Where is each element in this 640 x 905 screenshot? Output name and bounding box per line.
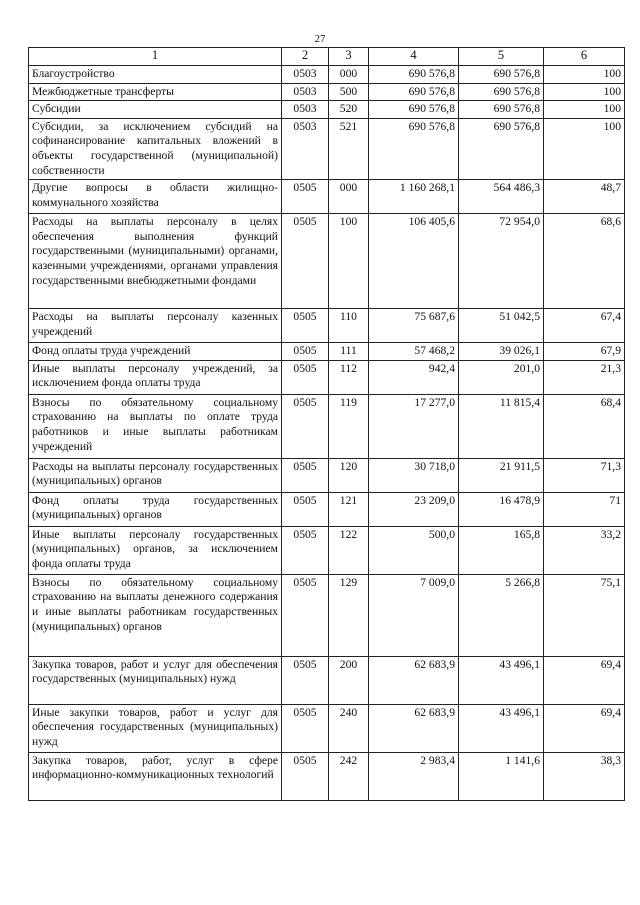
column-header: 6 [544, 48, 625, 66]
row-percent: 69,4 [544, 704, 625, 752]
row-percent: 67,4 [544, 309, 625, 343]
table-header-row [29, 48, 625, 66]
row-code: 000 [329, 66, 369, 84]
table-row [29, 118, 625, 179]
row-percent: 71 [544, 492, 625, 526]
row-plan: 942,4 [369, 360, 459, 394]
row-section: 0503 [282, 118, 329, 179]
row-name: Расходы на выплаты персоналу государственных (муниципальных) органов [29, 458, 282, 492]
row-actual: 690 576,8 [459, 66, 544, 84]
page-number: 27 [314, 33, 326, 45]
table-row [29, 526, 625, 574]
row-section: 0505 [282, 526, 329, 574]
row-plan: 57 468,2 [369, 343, 459, 361]
row-percent: 71,3 [544, 458, 625, 492]
row-actual: 165,8 [459, 526, 544, 574]
table-row [29, 343, 625, 361]
row-plan: 1 160 268,1 [369, 180, 459, 214]
row-plan: 23 209,0 [369, 492, 459, 526]
row-percent: 68,6 [544, 214, 625, 309]
table-row [29, 752, 625, 800]
row-section: 0503 [282, 101, 329, 119]
row-percent: 100 [544, 101, 625, 119]
row-section: 0505 [282, 492, 329, 526]
row-plan: 7 009,0 [369, 574, 459, 656]
row-percent: 21,3 [544, 360, 625, 394]
row-code: 129 [329, 574, 369, 656]
row-code: 112 [329, 360, 369, 394]
row-code: 110 [329, 309, 369, 343]
row-plan: 690 576,8 [369, 83, 459, 101]
row-name: Межбюджетные трансферты [29, 83, 282, 101]
row-code: 111 [329, 343, 369, 361]
table-row [29, 66, 625, 84]
table-row [29, 180, 625, 214]
row-name: Расходы на выплаты персоналу в целях обеспечения выполнения функций государственными (муниципальными) органами, казенными учреждениями, органами управления государственными внебюджетными фондами [29, 214, 282, 309]
column-header: 1 [29, 48, 282, 66]
row-actual: 72 954,0 [459, 214, 544, 309]
column-header: 4 [369, 48, 459, 66]
row-actual: 21 911,5 [459, 458, 544, 492]
row-actual: 201,0 [459, 360, 544, 394]
row-section: 0503 [282, 66, 329, 84]
row-plan: 690 576,8 [369, 101, 459, 119]
row-actual: 39 026,1 [459, 343, 544, 361]
row-section: 0503 [282, 83, 329, 101]
row-plan: 2 983,4 [369, 752, 459, 800]
row-actual: 43 496,1 [459, 704, 544, 752]
row-name: Фонд оплаты труда государственных (муниципальных) органов [29, 492, 282, 526]
table-row [29, 360, 625, 394]
row-percent: 68,4 [544, 394, 625, 458]
table-row [29, 394, 625, 458]
row-plan: 500,0 [369, 526, 459, 574]
row-code: 520 [329, 101, 369, 119]
row-section: 0505 [282, 752, 329, 800]
column-header: 5 [459, 48, 544, 66]
row-percent: 69,4 [544, 656, 625, 704]
row-code: 200 [329, 656, 369, 704]
row-name: Благоустройство [29, 66, 282, 84]
row-section: 0505 [282, 574, 329, 656]
row-section: 0505 [282, 180, 329, 214]
row-name: Закупка товаров, работ и услуг для обеспечения государственных (муниципальных) нужд [29, 656, 282, 704]
row-percent: 67,9 [544, 343, 625, 361]
table-row [29, 309, 625, 343]
row-name: Закупка товаров, работ, услуг в сфере информационно-коммуникационных технологий [29, 752, 282, 800]
row-name: Субсидии [29, 101, 282, 119]
row-code: 122 [329, 526, 369, 574]
row-code: 000 [329, 180, 369, 214]
row-name: Фонд оплаты труда учреждений [29, 343, 282, 361]
table-row [29, 83, 625, 101]
row-percent: 100 [544, 83, 625, 101]
row-section: 0505 [282, 214, 329, 309]
row-code: 121 [329, 492, 369, 526]
row-code: 119 [329, 394, 369, 458]
row-section: 0505 [282, 309, 329, 343]
row-code: 100 [329, 214, 369, 309]
row-plan: 17 277,0 [369, 394, 459, 458]
row-percent: 100 [544, 118, 625, 179]
row-actual: 690 576,8 [459, 101, 544, 119]
table-row [29, 101, 625, 119]
row-actual: 690 576,8 [459, 118, 544, 179]
column-header: 3 [329, 48, 369, 66]
row-plan: 690 576,8 [369, 118, 459, 179]
budget-table [28, 47, 625, 801]
row-section: 0505 [282, 360, 329, 394]
row-section: 0505 [282, 704, 329, 752]
row-name: Другие вопросы в области жилищно-коммунального хозяйства [29, 180, 282, 214]
row-actual: 564 486,3 [459, 180, 544, 214]
table-row [29, 656, 625, 704]
row-plan: 62 683,9 [369, 704, 459, 752]
row-name: Иные выплаты персоналу государственных (муниципальных) органов, за исключением фонда оплаты труда [29, 526, 282, 574]
row-percent: 48,7 [544, 180, 625, 214]
table-row [29, 574, 625, 656]
row-actual: 11 815,4 [459, 394, 544, 458]
row-plan: 75 687,6 [369, 309, 459, 343]
row-actual: 690 576,8 [459, 83, 544, 101]
row-section: 0505 [282, 656, 329, 704]
row-actual: 16 478,9 [459, 492, 544, 526]
row-percent: 38,3 [544, 752, 625, 800]
row-code: 240 [329, 704, 369, 752]
row-actual: 1 141,6 [459, 752, 544, 800]
row-plan: 690 576,8 [369, 66, 459, 84]
row-plan: 30 718,0 [369, 458, 459, 492]
row-name: Расходы на выплаты персоналу казенных учреждений [29, 309, 282, 343]
row-code: 500 [329, 83, 369, 101]
column-header: 2 [282, 48, 329, 66]
row-actual: 51 042,5 [459, 309, 544, 343]
row-name: Взносы по обязательному социальному страхованию на выплаты денежного содержания и иные выплаты работникам государственных (муниципальных) органов [29, 574, 282, 656]
row-code: 242 [329, 752, 369, 800]
row-actual: 43 496,1 [459, 656, 544, 704]
row-actual: 5 266,8 [459, 574, 544, 656]
row-name: Иные выплаты персоналу учреждений, за исключением фонда оплаты труда [29, 360, 282, 394]
row-percent: 33,2 [544, 526, 625, 574]
row-code: 521 [329, 118, 369, 179]
row-percent: 75,1 [544, 574, 625, 656]
row-code: 120 [329, 458, 369, 492]
row-section: 0505 [282, 458, 329, 492]
row-plan: 106 405,6 [369, 214, 459, 309]
table-row [29, 214, 625, 309]
table-row [29, 458, 625, 492]
row-percent: 100 [544, 66, 625, 84]
row-section: 0505 [282, 343, 329, 361]
row-name: Взносы по обязательному социальному страхованию на выплаты по оплате труда работников и иные выплаты работникам учреждений [29, 394, 282, 458]
table-row [29, 492, 625, 526]
row-name: Субсидии, за исключением субсидий на софинансирование капитальных вложений в объекты государственной (муниципальной) собственности [29, 118, 282, 179]
table-row [29, 704, 625, 752]
row-name: Иные закупки товаров, работ и услуг для обеспечения государственных (муниципальных) нужд [29, 704, 282, 752]
row-section: 0505 [282, 394, 329, 458]
row-plan: 62 683,9 [369, 656, 459, 704]
